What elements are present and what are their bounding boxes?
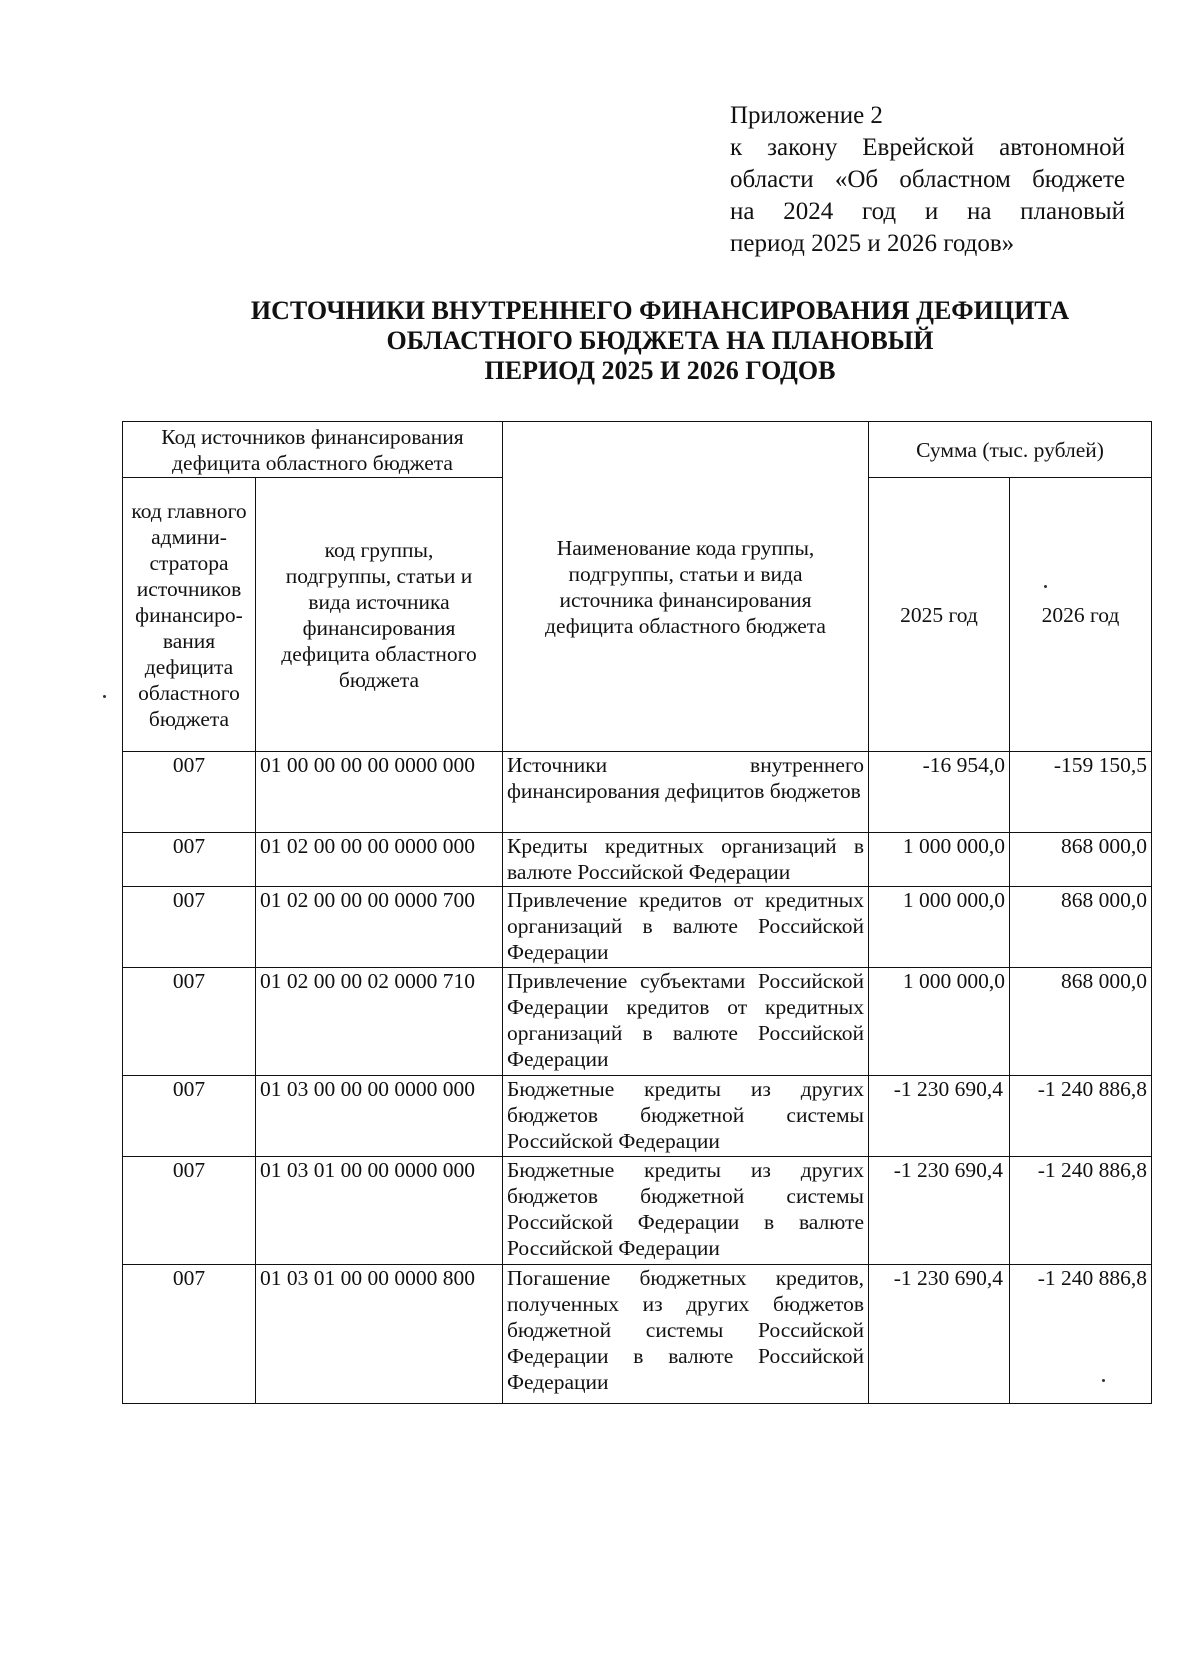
row-admin-code: 007 xyxy=(123,1265,256,1404)
row-source-code: 01 02 00 00 00 0000 000 xyxy=(256,833,503,887)
header-year-2026: 2026 год xyxy=(1010,478,1152,752)
row-admin-code: 007 xyxy=(123,752,256,833)
row-sum-2025: 1 000 000,0 xyxy=(869,887,1010,968)
table-row xyxy=(123,1265,1152,1404)
row-sum-2026: 868 000,0 xyxy=(1010,887,1152,968)
table-row xyxy=(123,968,1152,1076)
row-admin-code: 007 xyxy=(123,968,256,1076)
appendix-line-3: области «Об областном бюджете xyxy=(730,166,1125,193)
table-header xyxy=(123,422,1152,752)
row-name: Кредиты кредитных организаций в валюте Российской Федерации xyxy=(503,833,869,887)
document-title xyxy=(120,296,1200,386)
title-line-1: ИСТОЧНИКИ ВНУТРЕННЕГО ФИНАНСИРОВАНИЯ ДЕФИЦИТА xyxy=(250,296,1070,325)
table-row xyxy=(123,887,1152,968)
row-sum-2026: 868 000,0 xyxy=(1010,968,1152,1076)
appendix-line-2: к закону Еврейской автономной xyxy=(730,134,1125,161)
row-name: Бюджетные кредиты из других бюджетов бюджетной системы Российской Федерации xyxy=(503,1076,869,1157)
row-source-code: 01 02 00 00 00 0000 700 xyxy=(256,887,503,968)
row-name: Бюджетные кредиты из других бюджетов бюджетной системы Российской Федерации в валюте Российской Федерации xyxy=(503,1157,869,1265)
table-row xyxy=(123,1076,1152,1157)
row-sum-2025: -1 230 690,4 xyxy=(869,1265,1010,1404)
row-sum-2025: -1 230 690,4 xyxy=(869,1076,1010,1157)
row-sum-2026: -159 150,5 xyxy=(1010,752,1152,833)
financing-sources-table xyxy=(122,421,1152,1404)
row-sum-2026: -1 240 886,8 xyxy=(1010,1076,1152,1157)
header-admin-code: код главного админи-стратора источников финансиро-вания дефицита областного бюджета xyxy=(123,478,256,752)
row-sum-2025: -1 230 690,4 xyxy=(869,1157,1010,1265)
row-sum-2026: 868 000,0 xyxy=(1010,833,1152,887)
header-sum: Сумма (тыс. рублей) xyxy=(869,422,1152,478)
appendix-line-5: период 2025 и 2026 годов» xyxy=(730,230,1015,257)
appendix-line-4: на 2024 год и на плановый xyxy=(730,198,1125,225)
row-admin-code: 007 xyxy=(123,1076,256,1157)
row-source-code: 01 03 01 00 00 0000 800 xyxy=(256,1265,503,1404)
row-source-code: 01 03 00 00 00 0000 000 xyxy=(256,1076,503,1157)
row-source-code: 01 03 01 00 00 0000 000 xyxy=(256,1157,503,1265)
header-name: Наименование кода группы, подгруппы, статьи и вида источника финансирования дефицита областного бюджета xyxy=(503,422,869,752)
table-body xyxy=(123,752,1152,1404)
row-name: Привлечение субъектами Российской Федерации кредитов от кредитных организаций в валюте Российской Федерации xyxy=(503,968,869,1076)
scan-speck xyxy=(103,695,106,698)
row-sum-2025: 1 000 000,0 xyxy=(869,833,1010,887)
row-sum-2026: -1 240 886,8 xyxy=(1010,1265,1152,1404)
scan-speck xyxy=(1044,585,1047,588)
header-source-codes: Код источников финансирования дефицита областного бюджета xyxy=(123,422,503,478)
row-admin-code: 007 xyxy=(123,1157,256,1265)
appendix-block xyxy=(730,100,1125,260)
row-sum-2026: -1 240 886,8 xyxy=(1010,1157,1152,1265)
row-name: Источники внутреннего финансирования дефицитов бюджетов xyxy=(503,752,869,833)
row-name: Привлечение кредитов от кредитных организаций в валюте Российской Федерации xyxy=(503,887,869,968)
row-source-code: 01 02 00 00 02 0000 710 xyxy=(256,968,503,1076)
table-row xyxy=(123,833,1152,887)
row-source-code: 01 00 00 00 00 0000 000 xyxy=(256,752,503,833)
row-admin-code: 007 xyxy=(123,833,256,887)
row-admin-code: 007 xyxy=(123,887,256,968)
row-name: Погашение бюджетных кредитов, полученных из других бюджетов бюджетной системы Российской Федерации в валюте Российской Федерации xyxy=(503,1265,869,1404)
header-group-code: код группы, подгруппы, статьи и вида источника финансирования дефицита областного бюджета xyxy=(256,478,503,752)
table-row xyxy=(123,752,1152,833)
row-sum-2025: 1 000 000,0 xyxy=(869,968,1010,1076)
table-row xyxy=(123,1157,1152,1265)
header-year-2025: 2025 год xyxy=(869,478,1010,752)
appendix-line-1: Приложение 2 xyxy=(730,102,883,129)
row-sum-2025: -16 954,0 xyxy=(869,752,1010,833)
title-line-3: ПЕРИОД 2025 И 2026 ГОДОВ xyxy=(484,356,836,385)
title-line-2: ОБЛАСТНОГО БЮДЖЕТА НА ПЛАНОВЫЙ xyxy=(386,326,934,355)
scan-speck xyxy=(1102,1379,1105,1382)
